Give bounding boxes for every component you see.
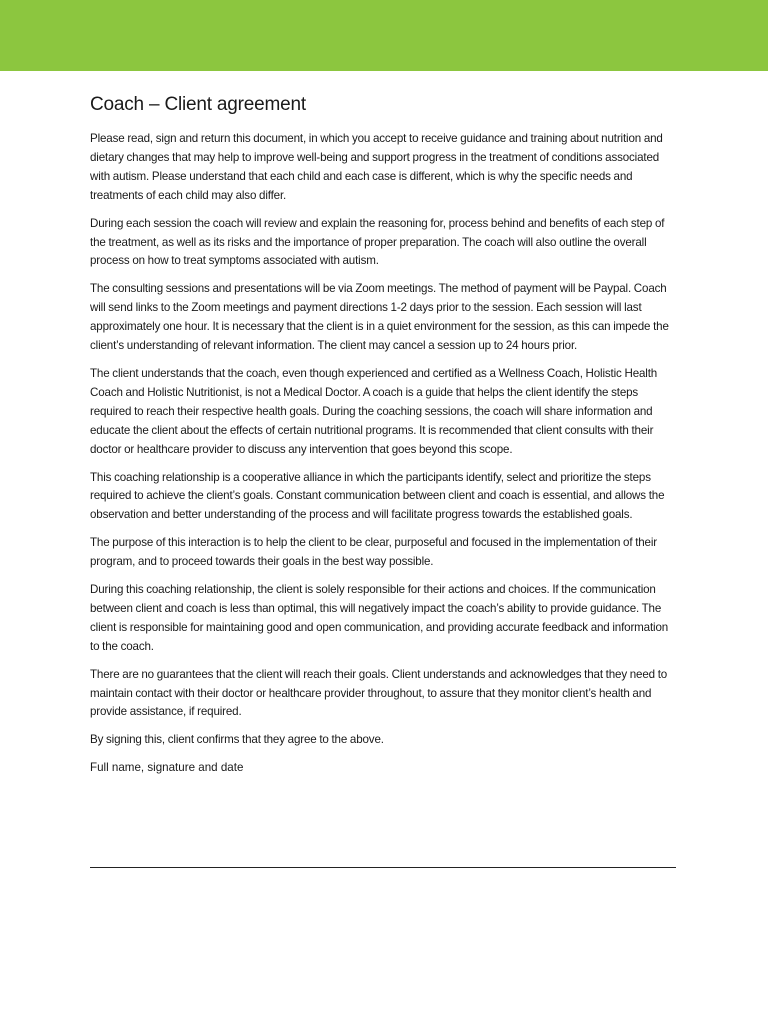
paragraph-purpose: The purpose of this interaction is to help the client to be clear, purposeful and focused in the implementation of their program, and to proceed towards their goals in the best way possible. bbox=[90, 536, 657, 569]
paragraph-confirmation: By signing this, client confirms that they agree to the above. bbox=[90, 733, 384, 747]
paragraph-session-review: During each session the coach will review and explain the reasoning for, process behind and benefits of each step of the treatment, as well as its risks and the importance of proper preparation. The coach will also outline the overall process on how to treat symptoms associated with autism. bbox=[90, 216, 665, 268]
paragraph-logistics: The consulting sessions and presentations will be via Zoom meetings. The method of payment will be Paypal. Coach will send links to the Zoom meetings and payment directions 1-2 days prior to the session. Each session will last approximately one hour. It is necessary that the client is in a quiet environment for the session, as this can impede the client’s understanding of relevant information. The client may cancel a session up to 24 hours prior. bbox=[90, 282, 669, 353]
paragraph-responsibility: During this coaching relationship, the client is solely responsible for their actions and choices. If the communication between client and coach is less than optimal, this will negatively impact the coach’s ability to provide guidance. The client is responsible for maintaining good and open communication, and providing accurate feedback and information to the coach. bbox=[90, 583, 669, 653]
signature-label: Full name, signature and date bbox=[90, 761, 244, 775]
paragraph-intro: Please read, sign and return this document, in which you accept to receive guidance and training about nutrition and dietary changes that may help to improve well-being and support progress in the treatment of conditions associated with autism. Please understand that each child and each case is different, which is why the specific needs and treatments of each child may also differ. bbox=[90, 132, 663, 202]
signature-line[interactable] bbox=[90, 867, 676, 868]
document-body bbox=[90, 92, 676, 778]
document-title: Coach – Client agreement bbox=[90, 94, 306, 115]
paragraph-relationship: This coaching relationship is a cooperative alliance in which the participants identify, select and prioritize the steps required to achieve the client’s goals. Constant communication between client and coach is essential, and allows the observation and better understanding of the process and will facilitate progress towards the established goals. bbox=[90, 470, 665, 522]
paragraph-no-guarantees: There are no guarantees that the client will reach their goals. Client understands and acknowledges that they need to maintain contact with their doctor or healthcare provider throughout, to assure that they monitor client’s health and provide assistance, if required. bbox=[90, 667, 668, 719]
header-band bbox=[0, 0, 768, 71]
paragraph-coach-credentials: The client understands that the coach, even though experienced and certified as a Wellness Coach, Holistic Health Coach and Holistic Nutritionist, is not a Medical Doctor. A coach is a guide that helps the client identify the steps required to reach their respective health goals. During the coaching sessions, the coach will share information and educate the client about the effects of certain nutritional programs. It is recommended that client consults with their doctor or healthcare provider to discuss any intervention that goes beyond this scope. bbox=[90, 366, 658, 456]
